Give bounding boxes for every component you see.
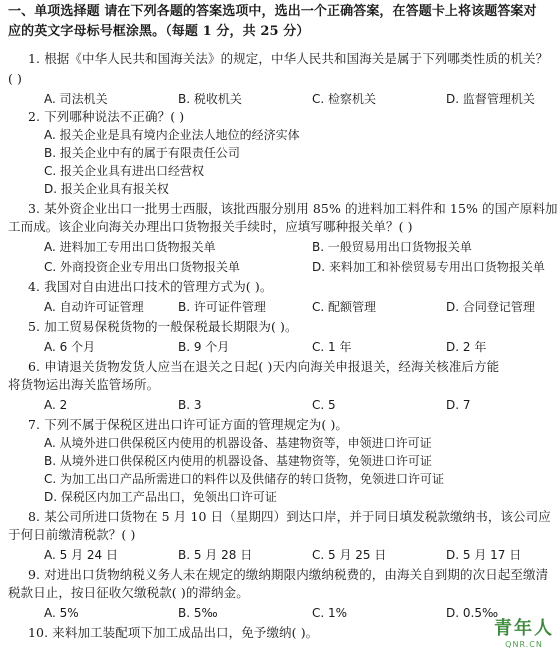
option-a[interactable]: A. 5 月 24 日 xyxy=(44,548,118,562)
question-stem: 10. 来料加工装配项下加工成品出口，免予缴纳( )。 xyxy=(28,625,319,640)
option-b[interactable]: B. 5 月 28 日 xyxy=(178,548,253,562)
option-a[interactable]: A. 自动许可证管理 xyxy=(44,300,144,314)
option-c[interactable]: C. 1 年 xyxy=(312,340,352,354)
option-c[interactable]: C. 1% xyxy=(312,606,348,620)
question-stem: 于何日前缴清税款？( ) xyxy=(8,527,136,542)
question-stem: 4. 我国对自由进出口技术的管理方式为( )。 xyxy=(28,279,273,294)
option-d[interactable]: D. 0.5‰ xyxy=(446,606,499,620)
option-b[interactable]: B. 报关企业中有的属于有限责任公司 xyxy=(44,146,240,160)
option-c[interactable]: C. 外商投资企业专用出口货物报关单 xyxy=(44,260,241,274)
option-a[interactable]: A. 报关企业是具有境内企业法人地位的经济实体 xyxy=(44,128,300,142)
question-stem: 3. 某外资企业出口一批男士西服，该批西服分别用 85% 的进料加工料件和 15% 的国产原料加 xyxy=(28,201,558,216)
question-stem: 1. 根据《中华人民共和国海关法》的规定，中华人民共和国海关是属于下列哪类性质的机关？ xyxy=(28,51,549,66)
logo-text: 青年人 xyxy=(494,618,554,639)
option-b[interactable]: B. 9 个月 xyxy=(178,340,230,354)
option-d[interactable]: D. 报关企业具有报关权 xyxy=(44,182,169,196)
logo-subtext: QNR.CN xyxy=(505,640,543,649)
site-logo-watermark xyxy=(494,614,554,649)
question-stem: 将货物运出海关监管场所。 xyxy=(8,377,160,392)
option-d[interactable]: D. 2 年 xyxy=(446,340,487,354)
question-stem: 8. 某公司所进口货物在 5 月 10 日（星期四）到达口岸，并于同日填发税款缴纳书，该公司应 xyxy=(28,509,551,524)
option-c[interactable]: C. 配额管理 xyxy=(312,300,377,314)
option-c[interactable]: C. 报关企业具有进出口经营权 xyxy=(44,164,205,178)
option-b[interactable]: B. 税收机关 xyxy=(178,92,242,106)
option-b[interactable]: B. 3 xyxy=(178,398,202,412)
section-heading-line1: 一、单项选择题 请在下列各题的答案选项中，选出一个正确答案，在答题卡上将该题答案对 xyxy=(8,4,537,19)
question-stem: 2. 下列哪种说法不正确？( ) xyxy=(28,109,185,124)
section-heading-line2: 应的英文字母标号框涂黑。（每题 1 分，共 25 分） xyxy=(8,24,310,39)
option-a[interactable]: A. 进料加工专用出口货物报关单 xyxy=(44,240,216,254)
question-stem: 税款日止，按日征收欠缴税款( )的滞纳金。 xyxy=(8,585,249,600)
question-stem: 9. 对进出口货物纳税义务人未在规定的缴纳期限内缴纳税费的，由海关自到期的次日起至缴清 xyxy=(28,567,549,582)
option-b[interactable]: B. 5‰ xyxy=(178,606,218,620)
question-stem: 5. 加工贸易保税货物的一般保税最长期限为( )。 xyxy=(28,319,298,334)
question-stem: ( ) xyxy=(8,71,23,86)
option-c[interactable]: C. 检察机关 xyxy=(312,92,377,106)
option-b[interactable]: B. 许可证件管理 xyxy=(178,300,266,314)
option-d[interactable]: D. 监督管理机关 xyxy=(446,92,535,106)
question-stem: 工而成。该企业向海关办理出口货物报关手续时，应填写哪种报关单？( ) xyxy=(8,219,413,234)
option-a[interactable]: A. 2 xyxy=(44,398,68,412)
option-a[interactable]: A. 6 个月 xyxy=(44,340,96,354)
option-d[interactable]: D. 7 xyxy=(446,398,471,412)
option-c[interactable]: C. 5 月 25 日 xyxy=(312,548,387,562)
option-d[interactable]: D. 来料加工和补偿贸易专用出口货物报关单 xyxy=(312,260,545,274)
option-b[interactable]: B. 从境外进口供保税区内使用的机器设备、基建物资等，免领进口许可证 xyxy=(44,454,432,468)
option-d[interactable]: D. 保税区内加工产品出口，免领出口许可证 xyxy=(44,490,277,504)
question-stem: 6. 申请退关货物发货人应当在退关之日起( )天内向海关申报退关，经海关核准后方能 xyxy=(28,359,500,374)
option-c[interactable]: C. 5 xyxy=(312,398,336,412)
option-d[interactable]: D. 合同登记管理 xyxy=(446,300,535,314)
option-c[interactable]: C. 为加工出口产品所需进口的料件以及供储存的转口货物，免领进口许可证 xyxy=(44,472,445,486)
option-a[interactable]: A. 司法机关 xyxy=(44,92,108,106)
option-a[interactable]: A. 5% xyxy=(44,606,79,620)
question-stem: 7. 下列不属于保税区进出口许可证方面的管理规定为( )。 xyxy=(28,417,349,432)
option-a[interactable]: A. 从境外进口供保税区内使用的机器设备、基建物资等，申领进口许可证 xyxy=(44,436,432,450)
option-b[interactable]: B. 一般贸易用出口货物报关单 xyxy=(312,240,472,254)
option-d[interactable]: D. 5 月 17 日 xyxy=(446,548,522,562)
